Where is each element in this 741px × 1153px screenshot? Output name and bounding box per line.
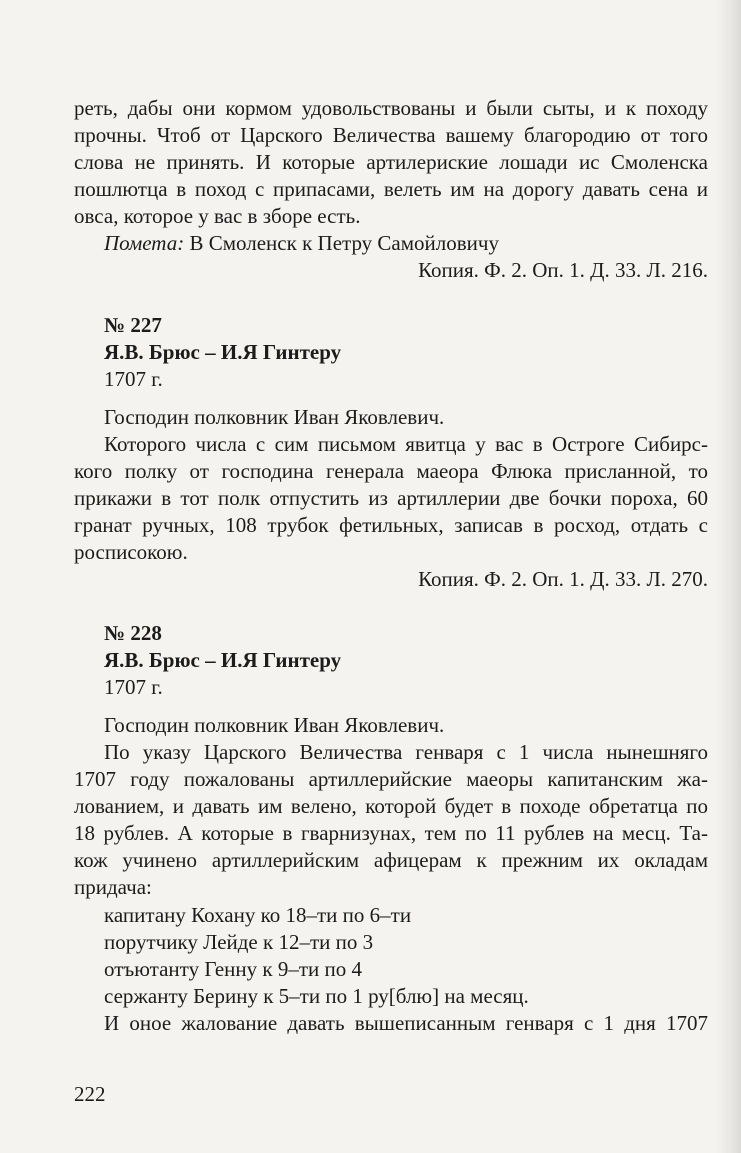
archive-citation: Копия. Ф. 2. Оп. 1. Д. 33. Л. 270.	[418, 567, 708, 591]
note-line	[104, 230, 708, 256]
document-title: Я.В. Брюс – И.Я Гинтеру	[104, 648, 342, 672]
note-label: Помета:	[104, 231, 185, 255]
text-line: кого полку от господина генерала маеора Флюка присланной, то	[74, 459, 708, 483]
page-edge-shadow	[715, 0, 741, 1153]
text-line: кож учинено артиллерийским афицерам к прежним их окладам	[74, 848, 708, 872]
text-line: прочны. Чтоб от Царского Величества вашему благородию от того	[74, 123, 708, 147]
salutation: Господин полковник Иван Яковлевич.	[104, 405, 445, 429]
list-item: сержанту Берину к 5–ти по 1 ру[блю] на месяц.	[104, 984, 529, 1008]
text-line: гранат ручных, 108 трубок фетильных, записав в росход, отдать с	[74, 513, 708, 537]
text-line: лованием, и давать им велено, которой будет в походе обретатца по	[74, 794, 708, 818]
list-item: порутчику Лейде к 12–ти по 3	[104, 930, 374, 954]
text-line: 1707 году пожалованы артиллерийские маеоры капитанским жа-	[74, 767, 708, 791]
text-line: росписокою.	[74, 540, 188, 564]
document-year: 1707 г.	[104, 367, 163, 391]
document-title: Я.В. Брюс – И.Я Гинтеру	[104, 340, 342, 364]
document-year: 1707 г.	[104, 675, 163, 699]
text-line: придача:	[74, 875, 152, 899]
text-line: слова не принять. И которые артилериские лошади ис Смоленска	[74, 150, 708, 174]
list-item: отъютанту Генну к 9–ти по 4	[104, 957, 363, 981]
text-line: пошлютца в поход с припасами, велеть им на дорогу давать сена и	[74, 177, 708, 201]
document-number: № 227	[104, 313, 162, 337]
text-line: реть, дабы они кормом удовольствованы и были сыты, и к походу	[74, 96, 708, 120]
text-line: По указу Царского Величества генваря с 1 числа нынешняго	[104, 740, 708, 764]
list-item: капитану Кохану ко 18–ти по 6–ти	[104, 903, 412, 927]
text-line: Которого числа с сим письмом явитца у вас в Остроге Сибирс-	[104, 432, 708, 456]
salutation: Господин полковник Иван Яковлевич.	[104, 713, 445, 737]
note-text: В Смоленск к Петру Самойловичу	[189, 231, 499, 255]
document-number: № 228	[104, 621, 162, 645]
text-line: И оное жалование давать вышеписанным генваря с 1 дня 1707	[104, 1011, 708, 1035]
text-line: прикажи в тот полк отпустить из артиллерии две бочки пороха, 60	[74, 486, 708, 510]
page-number: 222	[74, 1082, 106, 1106]
text-line: овса, которое у вас в зборе есть.	[74, 204, 361, 228]
text-line: 18 рублев. А которые в гварнизунах, тем по 11 рублев на месц. Та-	[74, 821, 708, 845]
archive-citation: Копия. Ф. 2. Оп. 1. Д. 33. Л. 216.	[418, 258, 708, 282]
